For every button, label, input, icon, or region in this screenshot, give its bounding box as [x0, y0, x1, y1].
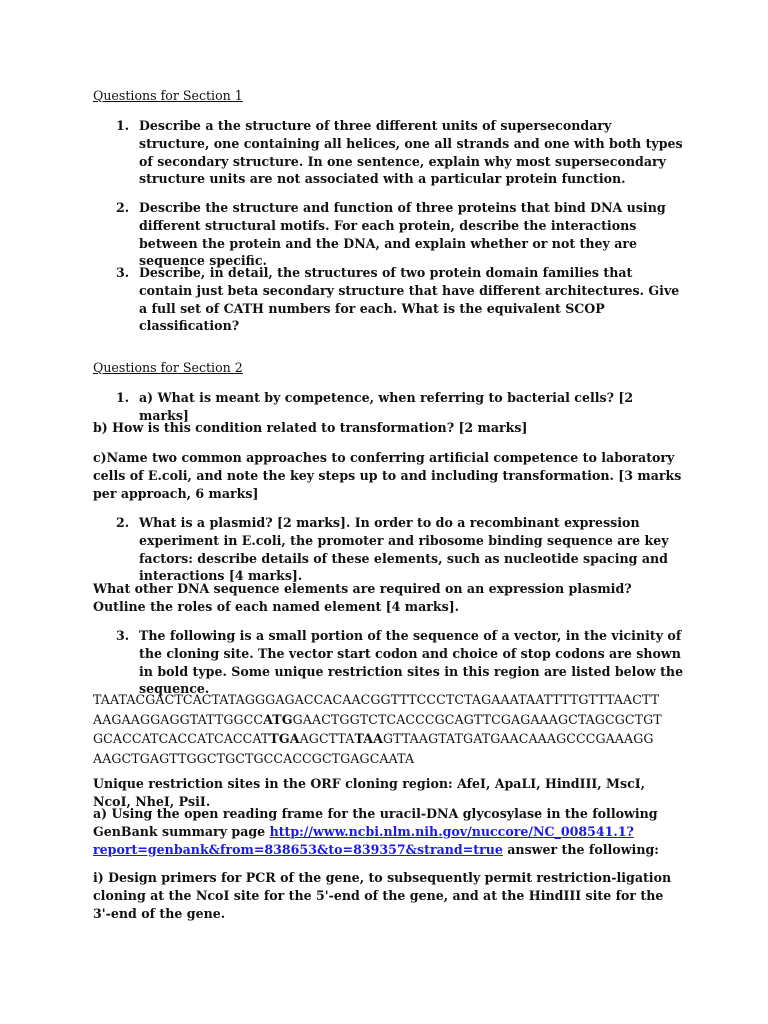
question-number: 1. [116, 390, 130, 405]
sequence-segment: AGCTTA [299, 731, 355, 746]
section1-question-2: Describe the structure and function of three proteins that bind DNA using different structural motifs. For each protein, describe the interactions between the protein and the DNA, and explain whether or not they are sequence specific. [139, 200, 666, 269]
restriction-sites: Unique restriction sites in the ORF cloning region: AfeI, ApaLI, HindIII, MscI, NcoI, NheI, PsiI. [93, 776, 646, 809]
section2-question-2: What is a plasmid? [2 marks]. In order to do a recombinant expression experiment in E.coli, the promoter and ribosome binding sequence are key factors: describe details of these elements, such as nucleotide spacing and interactions [4 marks]. [139, 515, 669, 584]
sequence-segment: GAACTGGTCTCACCCGCAGTTCGAGAAAGCTAGCGCTGT [292, 711, 662, 727]
section2-question-i: i) Design primers for PCR of the gene, to subsequently permit restriction-ligation cloning at the NcoI site for the 5'-end of the gene, and at the HindIII site for the 3'-end of the gene. [93, 870, 672, 921]
section2-question-a [93, 805, 683, 858]
section2-question-3: The following is a small portion of the sequence of a vector, in the vicinity of the cloning site. The vector start codon and choice of stop codons are shown in bold type. Some unique restriction sites in this region are listed below the sequence. [139, 628, 684, 697]
section2-question-1a: a) What is meant by competence, when referring to bacterial cells? [2 marks] [139, 390, 634, 423]
sequence-segment: AAGAAGGAGGTATTGGCC [93, 711, 264, 727]
sequence-line-4: AAGCTGAGTTGGCTGCTGCCACCGCTGAGCAATA [93, 750, 415, 766]
question-a-text-end: answer the following: [502, 841, 659, 857]
question-number: 2. [116, 515, 130, 530]
section1-question-1: Describe a the structure of three different units of supersecondary structure, one containing all helices, one all strands and one with both types of secondary structure. In one sentence, explain why most supersecondary structure units are not associated with a particular protein function. [139, 118, 683, 187]
question-number: 3. [116, 628, 130, 643]
stop-codon: TGA [269, 731, 300, 746]
sequence-line-2 [93, 710, 693, 730]
question-number: 2. [116, 200, 130, 215]
question-number: 3. [116, 265, 130, 280]
genbank-link-part-2[interactable]: report=genbank&from=838653&to=839357&strand=true [93, 841, 503, 857]
question-number: 1. [116, 118, 130, 133]
stop-codon: TAA [354, 731, 383, 746]
sequence-line-1: TAATACGACTCACTATAGGGAGACCACAACGGTTTCCCTCTAGAAATAATTTTGTTTAACTT [93, 692, 660, 707]
section1-heading: Questions for Section 1 [93, 88, 243, 103]
section2-question-1c: c)Name two common approaches to conferring artificial competence to laboratory cells of E.coli, and note the key steps up to and including transformation. [3 marks per approach, 6 marks] [93, 450, 682, 501]
genbank-link-part-1[interactable]: http://www.ncbi.nlm.nih.gov/nuccore/NC_008541.1? [269, 823, 634, 839]
section1-question-3: Describe, in detail, the structures of two protein domain families that contain just beta secondary structure that have different architectures. Give a full set of CATH numbers for each. What is the equivalent SCOP classification? [139, 265, 680, 334]
sequence-segment: GTTAAGTATGATGAACAAAGCCCGAAAGG [382, 731, 654, 746]
section2-question-2b: What other DNA sequence elements are required on an expression plasmid? Outline the roles of each named element [4 marks]. [93, 581, 632, 614]
sequence-segment: GCACCATCACCATCACCAT [93, 731, 270, 746]
question-a-text: a) Using the open reading frame for the uracil-DNA glycosylase in the following GenBank summary page [93, 806, 658, 839]
sequence-line-3 [93, 729, 693, 749]
section2-question-1b: b) How is this condition related to transformation? [2 marks] [93, 420, 528, 435]
vector-sequence [93, 690, 693, 768]
start-codon: ATG [263, 711, 293, 727]
section2-heading: Questions for Section 2 [93, 360, 243, 375]
